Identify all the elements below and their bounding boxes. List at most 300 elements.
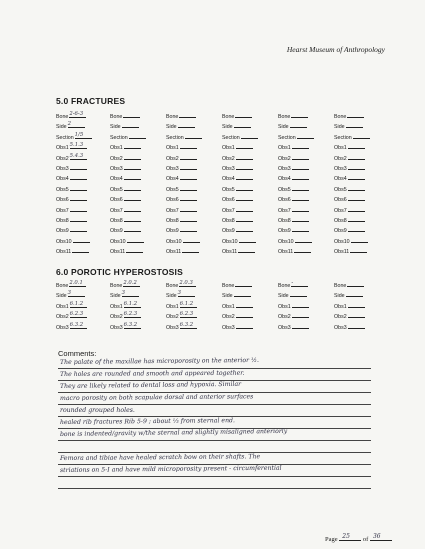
field-value-line[interactable] bbox=[122, 122, 139, 128]
field-label: Obs3 bbox=[110, 324, 123, 331]
field-label: Bone bbox=[56, 283, 69, 289]
field-row bbox=[110, 216, 141, 224]
field-value-line[interactable] bbox=[236, 195, 253, 201]
field-row bbox=[334, 195, 365, 203]
field-value: 6.2.3 bbox=[69, 311, 84, 318]
field-value-line[interactable] bbox=[292, 302, 309, 308]
field-row bbox=[222, 323, 253, 331]
field-value-line[interactable] bbox=[124, 143, 141, 149]
field-value-line[interactable] bbox=[348, 226, 365, 232]
field-value-line[interactable] bbox=[69, 281, 86, 287]
field-value-line[interactable] bbox=[348, 185, 365, 191]
page-number-value: 25 bbox=[342, 533, 350, 540]
field-row bbox=[278, 143, 309, 151]
field-value-line[interactable] bbox=[292, 143, 309, 149]
field-value-line[interactable] bbox=[129, 133, 146, 139]
field-label: Obs1 bbox=[166, 303, 179, 310]
field-row bbox=[56, 133, 92, 141]
field-row bbox=[166, 143, 197, 151]
field-value-line[interactable] bbox=[236, 226, 253, 232]
field-label: Side bbox=[334, 293, 345, 300]
field-label: Bone bbox=[110, 114, 123, 120]
field-row bbox=[334, 164, 365, 172]
field-row bbox=[278, 164, 309, 172]
field-value-line[interactable] bbox=[347, 281, 364, 287]
field-label: Obs5 bbox=[56, 186, 69, 193]
field-label: Section bbox=[278, 134, 296, 141]
field-value-line[interactable] bbox=[124, 185, 141, 191]
field-value-line[interactable] bbox=[180, 143, 197, 149]
field-label: Obs11 bbox=[222, 249, 238, 256]
comment-line: Femora and tibiae have healed scratch bow on their shafts. The bbox=[59, 453, 261, 462]
comment-line: The palate of the maxillae has microporosity on the anterior ½. bbox=[59, 356, 259, 366]
field-label: Obs3 bbox=[56, 324, 69, 331]
field-row bbox=[278, 206, 309, 214]
field-label: Obs7 bbox=[334, 207, 347, 214]
field-label: Section bbox=[334, 134, 352, 141]
field-row bbox=[110, 312, 141, 320]
field-label: Bone bbox=[110, 283, 123, 289]
field-value-line[interactable] bbox=[180, 174, 197, 180]
field-value-line[interactable] bbox=[292, 195, 309, 201]
field-value-line[interactable] bbox=[124, 164, 141, 170]
field-label: Obs10 bbox=[278, 238, 294, 245]
field-value-line[interactable] bbox=[68, 291, 85, 297]
field-row bbox=[110, 291, 139, 299]
field-row bbox=[56, 195, 87, 203]
field-value-line[interactable] bbox=[70, 143, 87, 149]
field-value-line[interactable] bbox=[126, 247, 143, 253]
field-row bbox=[110, 164, 141, 172]
field-value-line[interactable] bbox=[124, 195, 141, 201]
field-label: Obs8 bbox=[56, 218, 69, 224]
field-value-line[interactable] bbox=[292, 226, 309, 232]
field-label: Obs2 bbox=[222, 314, 235, 321]
field-value-line[interactable] bbox=[70, 154, 87, 160]
field-row bbox=[334, 206, 365, 214]
field-value-line[interactable] bbox=[292, 154, 309, 160]
field-row bbox=[56, 206, 87, 214]
field-row bbox=[334, 154, 365, 162]
field-value-line[interactable] bbox=[235, 112, 252, 118]
field-row bbox=[166, 112, 196, 120]
field-value-line[interactable] bbox=[70, 206, 87, 212]
field-label: Side bbox=[56, 124, 67, 131]
field-value-line[interactable] bbox=[183, 237, 200, 243]
field-row bbox=[56, 291, 85, 299]
field-value-line[interactable] bbox=[70, 226, 87, 232]
field-value-line[interactable] bbox=[124, 174, 141, 180]
field-value-line[interactable] bbox=[124, 216, 141, 222]
field-value-line[interactable] bbox=[297, 133, 314, 139]
field-row bbox=[110, 226, 141, 234]
field-row bbox=[166, 185, 197, 193]
comment-line: macro porosity on both scapulae dorsal and anterior surfaces bbox=[59, 393, 254, 402]
field-label: Obs3 bbox=[278, 324, 291, 331]
field-row bbox=[56, 216, 87, 224]
field-value-line[interactable] bbox=[180, 164, 197, 170]
field-row bbox=[110, 154, 141, 162]
comment-line: bone is indented/gravity w/the sternal and slightly misaligned anteriorly bbox=[59, 427, 288, 438]
field-row bbox=[166, 226, 197, 234]
field-row bbox=[222, 302, 253, 310]
field-label: Obs10 bbox=[110, 238, 126, 245]
field-row bbox=[222, 154, 253, 162]
field-label: Bone bbox=[222, 114, 235, 120]
field-row bbox=[278, 122, 307, 130]
field-label: Obs3 bbox=[334, 324, 347, 331]
field-value: 6.3.2 bbox=[69, 321, 84, 328]
field-value-line[interactable] bbox=[123, 281, 140, 287]
comment-line: striations on 5-I and have mild microporosity present - circumferential bbox=[59, 464, 282, 474]
field-value-line[interactable] bbox=[70, 174, 87, 180]
field-value-line[interactable] bbox=[236, 154, 253, 160]
field-value-line[interactable] bbox=[348, 143, 365, 149]
field-label: Obs1 bbox=[56, 303, 69, 310]
field-row bbox=[110, 195, 141, 203]
comment-line: healed rib fractures Rib 5-9 ; about ⅓ from sternal end. bbox=[59, 417, 236, 426]
field-row bbox=[222, 281, 252, 289]
field-value-line[interactable] bbox=[124, 302, 141, 308]
field-value-line[interactable] bbox=[291, 281, 308, 287]
field-label: Obs1 bbox=[110, 303, 123, 310]
field-row bbox=[222, 195, 253, 203]
field-row bbox=[110, 323, 141, 331]
field-label: Bone bbox=[334, 114, 347, 120]
field-label: Obs5 bbox=[278, 186, 291, 193]
field-value-line[interactable] bbox=[236, 164, 253, 170]
field-row bbox=[334, 247, 367, 255]
field-value-line[interactable] bbox=[68, 122, 85, 128]
field-value: 2-6-3 bbox=[69, 111, 84, 117]
field-row bbox=[56, 247, 89, 255]
field-label: Obs6 bbox=[110, 197, 123, 204]
field-value-line[interactable] bbox=[182, 247, 199, 253]
field-row bbox=[278, 237, 312, 245]
field-label: Side bbox=[166, 293, 177, 300]
field-row bbox=[222, 122, 251, 130]
field-label: Obs8 bbox=[222, 218, 235, 224]
field-value-line[interactable] bbox=[70, 312, 87, 318]
field-row bbox=[56, 302, 87, 310]
field-value-line[interactable] bbox=[235, 281, 252, 287]
field-value-line[interactable] bbox=[236, 323, 253, 329]
field-row bbox=[278, 174, 309, 182]
field-value-line[interactable] bbox=[292, 185, 309, 191]
field-row bbox=[110, 247, 143, 255]
field-value-line[interactable] bbox=[351, 237, 368, 243]
field-label: Section bbox=[166, 134, 184, 141]
field-row bbox=[334, 216, 365, 224]
field-value-line[interactable] bbox=[236, 312, 253, 318]
field-value-line[interactable] bbox=[69, 112, 86, 118]
field-row bbox=[56, 122, 85, 130]
field-value-line[interactable] bbox=[234, 291, 251, 297]
field-label: Obs10 bbox=[222, 238, 238, 245]
field-value-line[interactable] bbox=[236, 143, 253, 149]
field-label: Obs6 bbox=[56, 197, 69, 204]
field-value-line[interactable] bbox=[295, 237, 312, 243]
field-label: Side bbox=[110, 293, 121, 300]
field-value-line[interactable] bbox=[127, 237, 144, 243]
field-value-line[interactable] bbox=[236, 216, 253, 222]
field-value-line[interactable] bbox=[124, 206, 141, 212]
field-value-line[interactable] bbox=[236, 302, 253, 308]
field-value-line[interactable] bbox=[178, 122, 195, 128]
field-value-line[interactable] bbox=[348, 154, 365, 160]
comment-line: The holes are rounded and smooth and appeared together. bbox=[59, 369, 245, 378]
field-row bbox=[278, 133, 314, 141]
field-value-line[interactable] bbox=[348, 174, 365, 180]
field-label: Obs10 bbox=[56, 238, 72, 245]
field-row bbox=[278, 281, 308, 289]
field-label: Obs3 bbox=[166, 166, 179, 172]
field-value-line[interactable] bbox=[180, 323, 197, 329]
field-value-line[interactable] bbox=[348, 195, 365, 201]
field-label: Obs9 bbox=[110, 228, 123, 235]
field-row bbox=[110, 174, 141, 182]
field-value-line[interactable] bbox=[70, 164, 87, 170]
field-row bbox=[166, 237, 200, 245]
field-value: 3 bbox=[121, 290, 125, 297]
field-value-line[interactable] bbox=[70, 185, 87, 191]
field-value-line[interactable] bbox=[236, 185, 253, 191]
field-value: 2.0.1 bbox=[69, 280, 83, 286]
field-value-line[interactable] bbox=[180, 195, 197, 201]
field-row bbox=[110, 237, 144, 245]
field-row bbox=[166, 206, 197, 214]
field-value-line[interactable] bbox=[294, 247, 311, 253]
field-value: 6.1.2 bbox=[179, 300, 194, 307]
field-label: Obs3 bbox=[166, 324, 179, 331]
field-value-line[interactable] bbox=[179, 281, 196, 287]
field-value: 6.3.2 bbox=[123, 321, 138, 328]
field-value-line[interactable] bbox=[290, 122, 307, 128]
field-label: Obs4 bbox=[166, 176, 179, 183]
field-value-line[interactable] bbox=[70, 302, 87, 308]
field-row bbox=[278, 185, 309, 193]
comments-label: Comments: bbox=[58, 349, 97, 358]
field-row bbox=[222, 133, 258, 141]
field-value-line[interactable] bbox=[346, 291, 363, 297]
field-value-line[interactable] bbox=[180, 226, 197, 232]
field-value-line[interactable] bbox=[70, 323, 87, 329]
field-row bbox=[222, 247, 255, 255]
field-row bbox=[334, 302, 365, 310]
field-label: Obs1 bbox=[278, 145, 291, 152]
field-value-line[interactable] bbox=[70, 195, 87, 201]
field-label: Side bbox=[222, 124, 233, 131]
field-row bbox=[56, 226, 87, 234]
comment-line: They are likely related to dental loss and hypoxia. Similar bbox=[59, 380, 242, 390]
field-value-line[interactable] bbox=[292, 174, 309, 180]
field-row bbox=[110, 185, 141, 193]
field-row bbox=[166, 195, 197, 203]
field-row bbox=[278, 323, 309, 331]
field-row bbox=[278, 226, 309, 234]
field-label: Obs2 bbox=[222, 155, 235, 162]
field-label: Obs1 bbox=[166, 145, 179, 152]
field-value: 2.0.2 bbox=[123, 280, 137, 286]
field-row bbox=[334, 133, 370, 141]
field-value-line[interactable] bbox=[292, 323, 309, 329]
field-row bbox=[110, 302, 141, 310]
field-value-line[interactable] bbox=[292, 312, 309, 318]
field-value-line[interactable] bbox=[178, 291, 195, 297]
field-label: Obs1 bbox=[334, 145, 347, 152]
field-row bbox=[166, 216, 197, 224]
field-value-line[interactable] bbox=[292, 216, 309, 222]
field-row bbox=[278, 302, 309, 310]
field-label: Obs2 bbox=[110, 155, 123, 162]
field-value: - bbox=[291, 280, 294, 286]
field-value: 6.2.3 bbox=[179, 311, 194, 318]
field-value: 6.3.2 bbox=[179, 321, 194, 328]
field-value-line[interactable] bbox=[238, 247, 255, 253]
bleedthrough-text bbox=[140, 62, 260, 76]
field-value-line[interactable] bbox=[236, 206, 253, 212]
field-value-line[interactable] bbox=[180, 312, 197, 318]
field-value-line[interactable] bbox=[72, 247, 89, 253]
field-label: Obs3 bbox=[56, 166, 69, 172]
field-value-line[interactable] bbox=[291, 112, 308, 118]
field-label: Bone bbox=[166, 114, 179, 120]
field-value: 2.0.3 bbox=[179, 280, 193, 286]
comment-rule bbox=[58, 368, 371, 369]
field-value-line[interactable] bbox=[347, 112, 364, 118]
field-value-line[interactable] bbox=[292, 164, 309, 170]
field-row bbox=[56, 143, 87, 151]
field-row bbox=[222, 143, 253, 151]
field-row bbox=[222, 216, 253, 224]
field-row bbox=[166, 302, 197, 310]
field-value-line[interactable] bbox=[353, 133, 370, 139]
field-label: Obs4 bbox=[278, 176, 291, 183]
field-row bbox=[222, 237, 256, 245]
field-value: 5.4.3 bbox=[69, 152, 84, 159]
field-value-line[interactable] bbox=[124, 226, 141, 232]
field-value-line[interactable] bbox=[73, 237, 90, 243]
field-label: Obs9 bbox=[166, 228, 179, 235]
field-value-line[interactable] bbox=[180, 216, 197, 222]
field-value-line[interactable] bbox=[239, 237, 256, 243]
field-row bbox=[56, 164, 87, 172]
museum-name: Hearst Museum of Anthropology bbox=[286, 45, 385, 54]
field-row bbox=[278, 112, 308, 120]
field-value-line[interactable] bbox=[70, 216, 87, 222]
field-row bbox=[110, 112, 140, 120]
field-label: Obs9 bbox=[56, 228, 69, 235]
field-row bbox=[334, 312, 365, 320]
field-row bbox=[110, 122, 139, 130]
field-label: Obs11 bbox=[334, 249, 350, 256]
field-value-line[interactable] bbox=[348, 206, 365, 212]
field-row bbox=[166, 174, 197, 182]
field-label: Obs2 bbox=[56, 155, 69, 162]
field-label: Obs7 bbox=[278, 207, 291, 214]
field-value: 6.2.3 bbox=[123, 311, 138, 318]
field-value-line[interactable] bbox=[75, 133, 92, 139]
comment-rule bbox=[58, 440, 371, 441]
field-row bbox=[166, 312, 197, 320]
field-label: Obs2 bbox=[56, 314, 69, 321]
field-label: Obs11 bbox=[56, 249, 72, 256]
field-label: Bone bbox=[222, 283, 235, 289]
field-value-line[interactable] bbox=[124, 312, 141, 318]
field-label: Obs5 bbox=[334, 186, 347, 193]
field-label: Obs7 bbox=[222, 207, 235, 214]
field-row bbox=[222, 164, 253, 172]
field-value-line[interactable] bbox=[179, 112, 196, 118]
field-value-line[interactable] bbox=[180, 154, 197, 160]
field-label: Obs8 bbox=[334, 218, 347, 224]
field-value-line[interactable] bbox=[124, 323, 141, 329]
field-value-line[interactable] bbox=[292, 206, 309, 212]
field-value-line[interactable] bbox=[122, 291, 139, 297]
field-value-line[interactable] bbox=[234, 122, 251, 128]
field-value-line[interactable] bbox=[348, 302, 365, 308]
field-label: Obs10 bbox=[166, 238, 182, 245]
field-label: Obs2 bbox=[334, 155, 347, 162]
field-label: Obs3 bbox=[222, 324, 235, 331]
field-value-line[interactable] bbox=[185, 133, 202, 139]
field-value-line[interactable] bbox=[348, 164, 365, 170]
field-value-line[interactable] bbox=[348, 312, 365, 318]
field-value-line[interactable] bbox=[350, 247, 367, 253]
field-row bbox=[222, 174, 253, 182]
field-row bbox=[278, 216, 309, 224]
field-value-line[interactable] bbox=[346, 122, 363, 128]
field-label: Obs5 bbox=[166, 186, 179, 193]
field-row bbox=[56, 112, 86, 120]
field-row bbox=[222, 206, 253, 214]
field-label: Obs6 bbox=[334, 197, 347, 204]
field-value-line[interactable] bbox=[236, 174, 253, 180]
field-row bbox=[166, 164, 197, 172]
field-label: Obs2 bbox=[334, 314, 347, 321]
field-row bbox=[166, 291, 195, 299]
field-label: Obs10 bbox=[334, 238, 350, 245]
field-label: Side bbox=[278, 293, 289, 300]
field-label: Obs2 bbox=[166, 314, 179, 321]
field-label: Obs11 bbox=[278, 249, 294, 256]
field-value-line[interactable] bbox=[348, 323, 365, 329]
field-value-line[interactable] bbox=[180, 206, 197, 212]
field-value: 5.1.3 bbox=[69, 142, 84, 149]
field-row bbox=[222, 226, 253, 234]
field-value: 6.1.2 bbox=[123, 300, 138, 307]
field-row bbox=[334, 122, 363, 130]
field-label: Obs6 bbox=[166, 197, 179, 204]
field-row bbox=[166, 133, 202, 141]
field-label: Obs4 bbox=[334, 176, 347, 183]
field-value-line[interactable] bbox=[124, 154, 141, 160]
field-row bbox=[166, 247, 199, 255]
field-value-line[interactable] bbox=[123, 112, 140, 118]
field-value-line[interactable] bbox=[348, 216, 365, 222]
field-label: Obs7 bbox=[56, 207, 69, 214]
field-value-line[interactable] bbox=[290, 291, 307, 297]
field-row bbox=[166, 281, 196, 289]
field-value-line[interactable] bbox=[180, 185, 197, 191]
field-label: Bone bbox=[166, 283, 179, 289]
page-number bbox=[325, 534, 392, 543]
field-label: Obs1 bbox=[334, 303, 347, 310]
field-value-line[interactable] bbox=[180, 302, 197, 308]
field-value-line[interactable] bbox=[241, 133, 258, 139]
field-label: Obs2 bbox=[166, 155, 179, 162]
field-label: Obs7 bbox=[110, 207, 123, 214]
